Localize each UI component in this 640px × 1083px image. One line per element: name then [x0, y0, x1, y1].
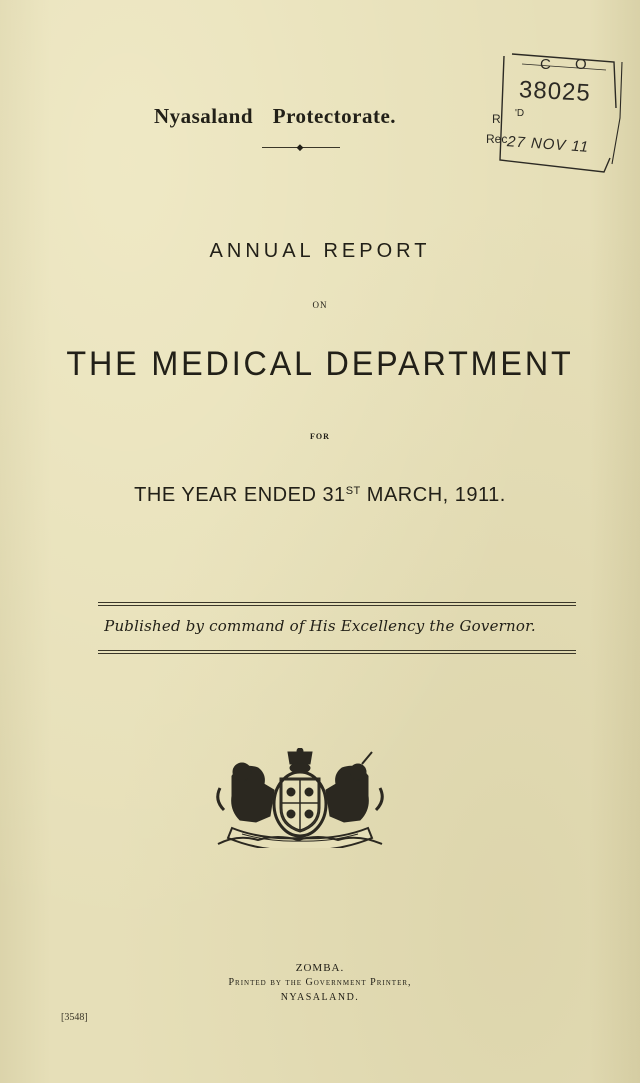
year-rest: MARCH, 1911. — [360, 484, 506, 506]
protectorate-heading: Nyasaland Protectorate. — [153, 104, 397, 128]
published-by-command: Published by command of His Excellency the Governor. — [104, 617, 536, 635]
stamp-co-label: C O — [540, 56, 597, 73]
imprint-city: ZOMBA. — [295, 962, 345, 974]
imprint-country: NYASALAND. — [280, 992, 360, 1003]
diamond-ornament-icon: ◆ — [296, 142, 304, 152]
year-ordinal-suffix: ST — [345, 485, 361, 497]
year-prefix: THE YEAR ENDED 31 — [134, 484, 346, 506]
royal-coat-of-arms-icon — [212, 748, 388, 848]
double-rule-bottom — [98, 650, 576, 651]
stamp-date: 27 NOV 11 — [506, 133, 590, 156]
double-rule-top — [98, 602, 576, 603]
reference-number: [3548] — [61, 1012, 88, 1023]
for-label: FOR — [310, 432, 330, 441]
stamp-dot-mark: 'D — [515, 108, 525, 119]
imprint-printer: Printed by the Government Printer, — [228, 977, 412, 988]
department-title: THE MEDICAL DEPARTMENT — [66, 345, 574, 383]
double-rule-bottom-second — [98, 653, 576, 654]
year-ended-line — [0, 484, 640, 507]
on-label: ON — [312, 300, 328, 310]
double-rule-top-second — [98, 605, 576, 606]
report-title: ANNUAL REPORT — [209, 240, 431, 262]
stamp-rec-mark: Rec — [486, 132, 508, 146]
stamp-r-mark: R — [492, 112, 501, 126]
stamp-number: 38025 — [518, 76, 592, 107]
